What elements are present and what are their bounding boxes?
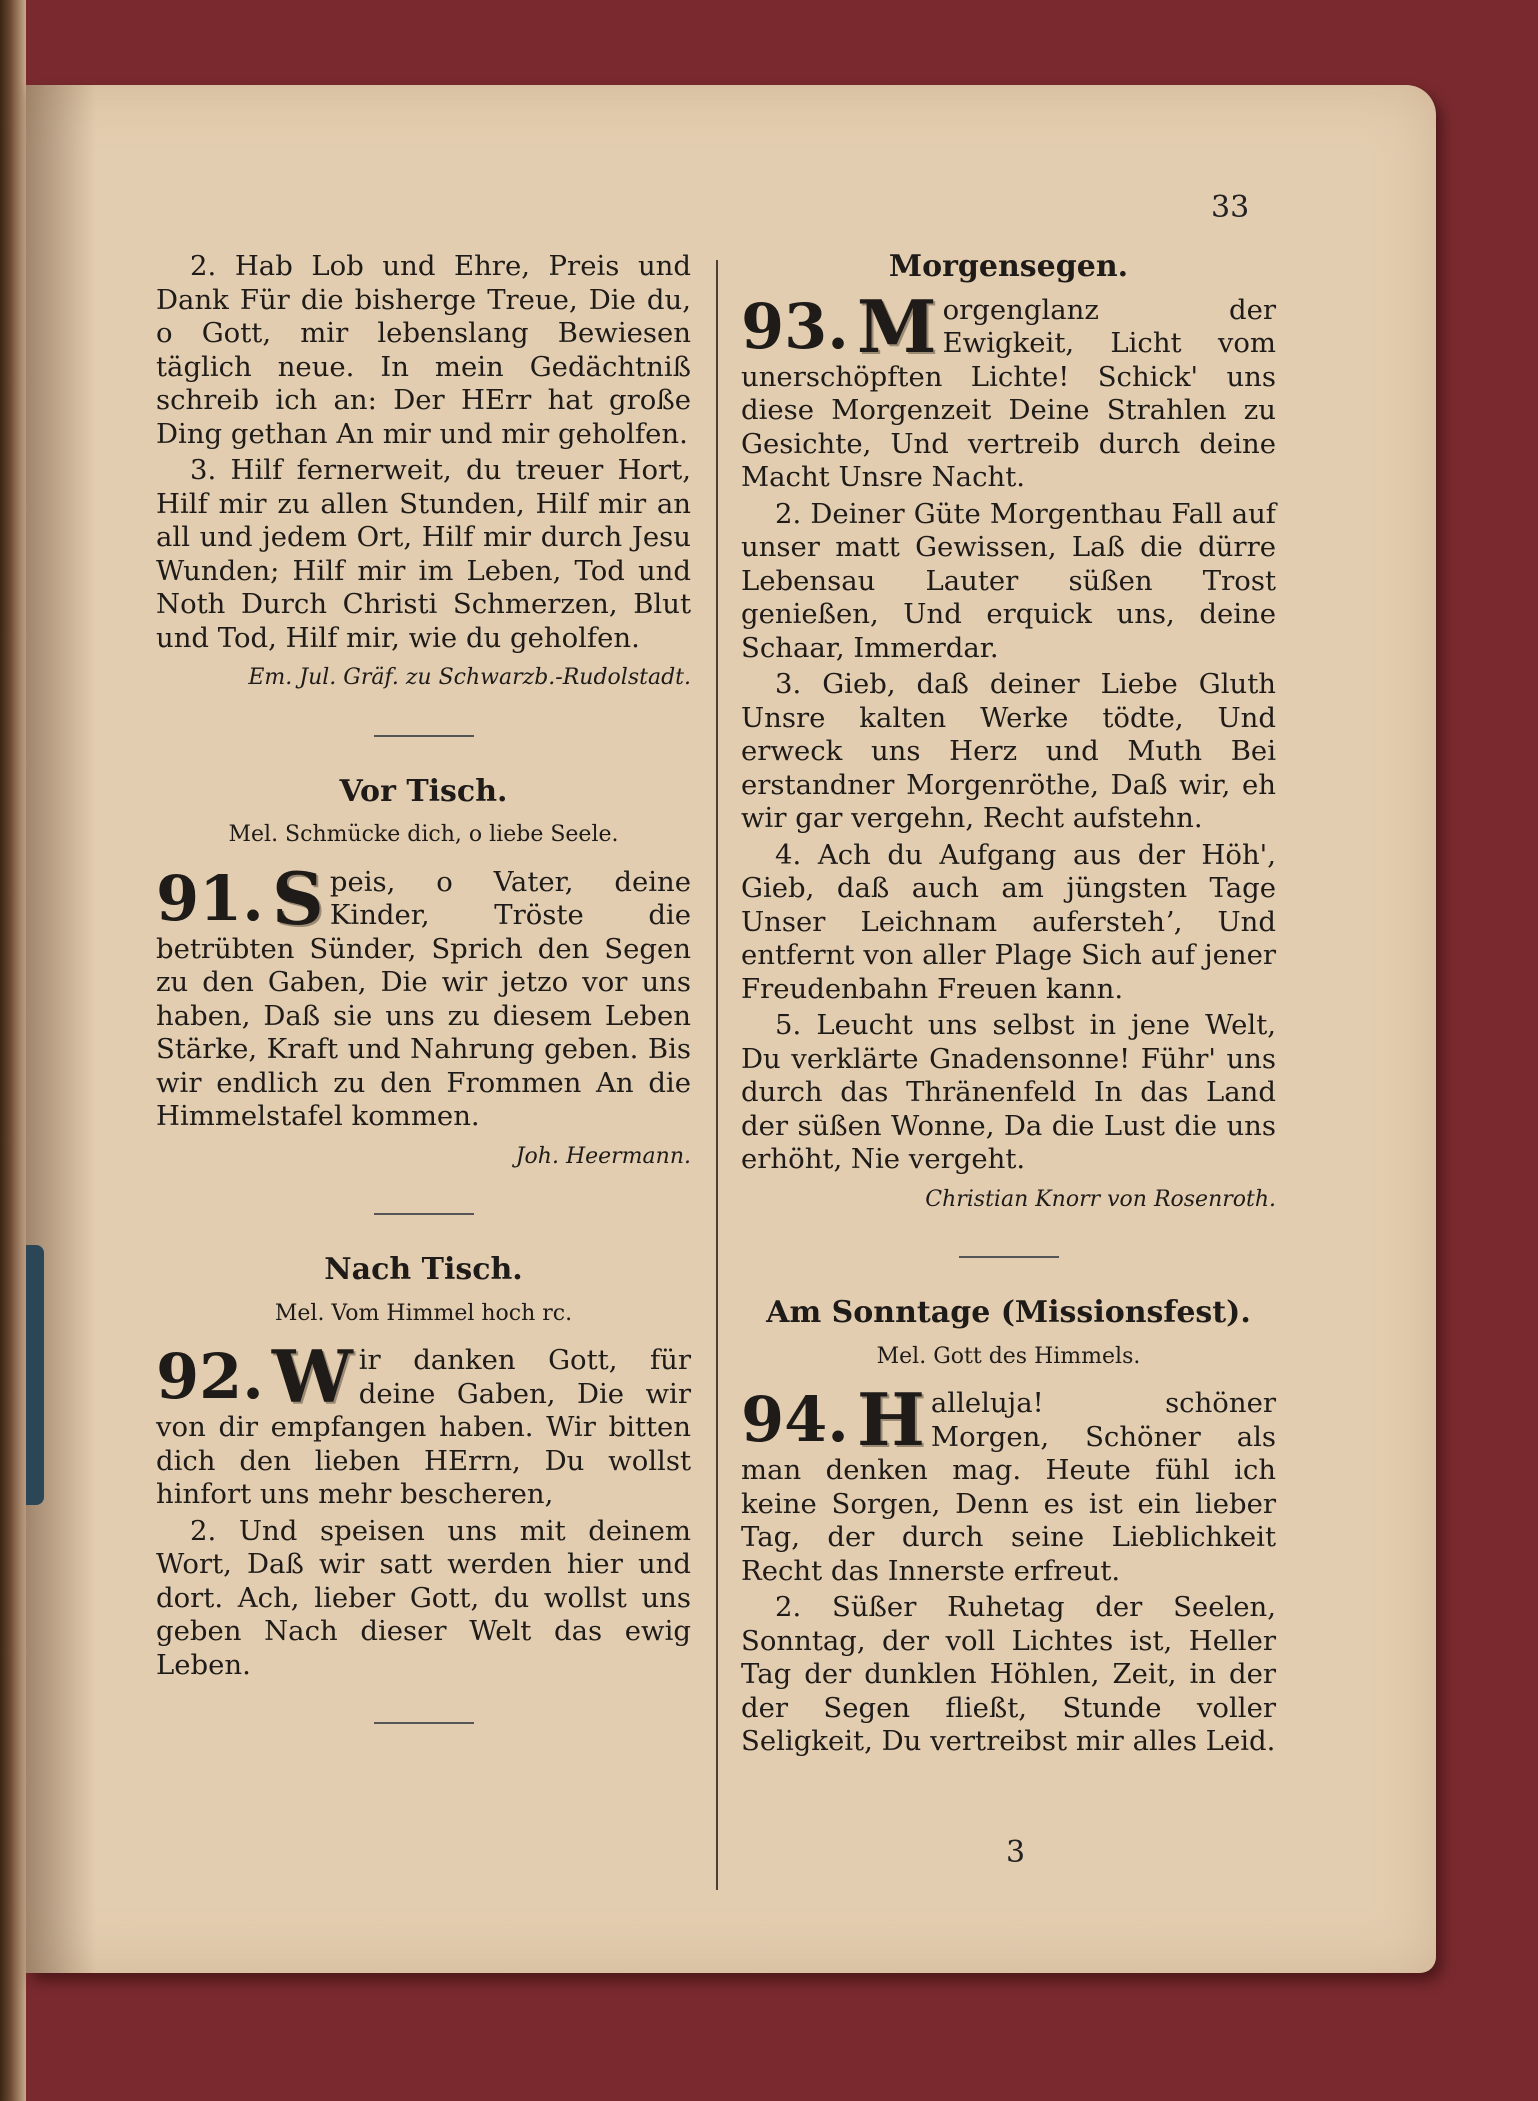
- right-column: [741, 250, 1276, 1762]
- continued-verse-2: 2. Hab Lob und Ehre, Preis und Dank Für die bisherge Treue, Die du, o Gott, mir lebenslang Bewiesen täglich neue. In mein Gedächtniß schreib ich an: Der HErr hat große Ding gethan An mir und mir geholfen.: [156, 250, 691, 450]
- hymn-94-dropcap: H: [856, 1377, 925, 1462]
- hymn-93-verse-2: 2. Deiner Güte Morgenthau Fall auf unser matt Gewissen, Laß die dürre Lebensau Lauter süßen Trost genießen, Und erquick uns, deine Schaar, Immerdar.: [741, 497, 1276, 664]
- hymn-93: [741, 283, 1276, 495]
- hymn-91: [156, 855, 691, 1134]
- hymn-94: [741, 1377, 1276, 1588]
- page-number-top: 33: [1211, 190, 1250, 225]
- hymn-92-dropcap: W: [271, 1334, 353, 1419]
- hymn-92-verse-2: 2. Und speisen uns mit deinem Wort, Daß wir satt werden hier und dort. Ach, lieber Gott, du wollst uns geben Nach dieser Welt das ewig Leben.: [156, 1514, 691, 1681]
- hymn-93-number: 93.: [741, 289, 849, 363]
- hymn-93-verse-3: 3. Gieb, daß deiner Liebe Gluth Unsre kalten Werke tödte, Und erweck uns Herz und Muth Bei erstandner Morgenröthe, Daß wir, eh wir gar vergehn, Recht aufstehn.: [741, 668, 1276, 834]
- sonntag-melody: Mel. Gott des Himmels.: [876, 1343, 1141, 1369]
- section-divider: [374, 1213, 474, 1215]
- continued-verse-3: 3. Hilf fernerweit, du treuer Hort, Hilf mir zu allen Stunden, Hilf mir an all und jedem Ort, Hilf mir durch Jesu Wunden; Hilf mir im Leben, Tod und Noth Durch Christi Schmerzen, Blut und Tod, Hilf mir, wie du geholfen.: [156, 454, 691, 654]
- hymn-91-number: 91.: [156, 861, 264, 935]
- hymn-94-verse-2: 2. Süßer Ruhetag der Seelen, Sonntag, der voll Lichtes ist, Heller Tag der dunklen Höhlen, Zeit, in der der Segen fließt, Stunde voller Seligkeit, Du vertreibst mir alles Leid.: [741, 1591, 1276, 1757]
- page-gutter-shadow: [26, 85, 96, 1973]
- morgensegen-title: Morgensegen.: [888, 249, 1129, 284]
- hymn-94-text: alleluja! schöner Morgen, Schöner als man denken mag. Heute fühl ich keine Sorgen, Denn es ist ein lieber Tag, der durch seine Lieblichkeit Recht das Innerste erfreut.: [741, 1387, 1276, 1587]
- vor-tisch-title: Vor Tisch.: [339, 773, 508, 809]
- section-divider: [374, 1722, 474, 1724]
- binding-tab: [26, 1245, 44, 1505]
- hymn-93-verse-5: 5. Leucht uns selbst in jene Welt, Du verklärte Gnadensonne! Führ' uns durch das Thränenfeld In das Land der süßen Wonne, Da die Lust die uns erhöht, Nie vergeht.: [741, 1009, 1276, 1175]
- hymn-92: [156, 1334, 691, 1512]
- hymn-94-number: 94.: [741, 1383, 849, 1456]
- sonntag-title: Am Sonntage (Missionsfest).: [766, 1295, 1251, 1330]
- hymn-93-author: Christian Knorr von Rosenroth.: [925, 1186, 1276, 1212]
- column-divider: [716, 260, 718, 1890]
- continued-hymn-author: Em. Jul. Gräf. zu Schwarzb.-Rudolstadt.: [248, 665, 691, 690]
- book-page: [26, 85, 1436, 1973]
- hymn-92-text: ir danken Gott, für deine Gaben, Die wir von dir empfangen haben. Wir bitten dich den lieben HErrn, Du wollst hinfort uns mehr bescheren,: [156, 1344, 691, 1510]
- hymn-91-dropcap: S: [271, 855, 324, 941]
- hymn-93-text: orgenglanz der Ewigkeit, Licht vom unerschöpften Lichte! Schick' uns diese Morgenzeit Deine Strahlen zu Gesichte, Und vertreib durch deine Macht Unsre Nacht.: [741, 293, 1276, 493]
- page-number-bottom: 3: [1006, 1835, 1026, 1870]
- nach-tisch-melody: Mel. Vom Himmel hoch rc.: [274, 1300, 573, 1326]
- hymn-93-dropcap: M: [856, 283, 937, 369]
- book-spine-edge: [0, 0, 26, 2101]
- hymn-91-text: peis, o Vater, deine Kinder, Tröste die betrübten Sünder, Sprich den Segen zu den Gaben, Die wir jetzo vor uns haben, Daß sie uns zu diesem Leben Stärke, Kraft und Nahrung geben. Bis wir endlich zu den Frommen An die Himmelstafel kommen.: [156, 865, 691, 1132]
- nach-tisch-title: Nach Tisch.: [324, 1252, 523, 1287]
- hymn-92-number: 92.: [156, 1340, 264, 1413]
- hymn-91-author: Joh. Heermann.: [515, 1143, 691, 1169]
- hymn-93-verse-4: 4. Ach du Aufgang aus der Höh', Gieb, daß auch am jüngsten Tage Unser Leichnam auferstehʼ, Und entfernt von aller Plage Sich auf jener Freudenbahn Freuen kann.: [741, 838, 1276, 1005]
- left-column: [156, 250, 691, 1762]
- section-divider: [959, 1256, 1059, 1258]
- vor-tisch-melody: Mel. Schmücke dich, o liebe Seele.: [228, 822, 619, 847]
- section-divider: [374, 735, 474, 737]
